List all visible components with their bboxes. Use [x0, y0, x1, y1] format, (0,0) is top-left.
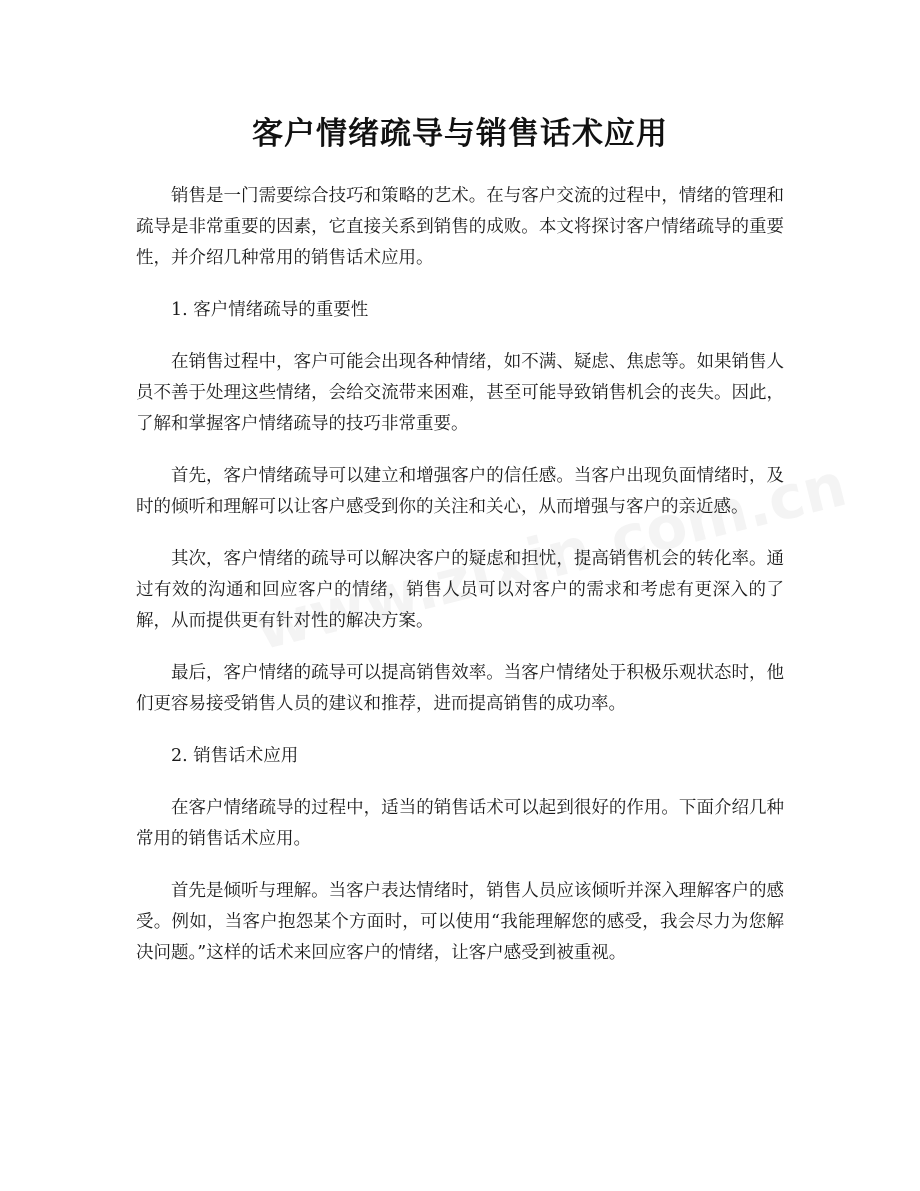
- paragraph: 最后，客户情绪的疏导可以提高销售效率。当客户情绪处于积极乐观状态时，他们更容易接受销售人员的建议和推荐，进而提高销售的成功率。: [136, 663, 784, 714]
- article-body: [136, 181, 784, 990]
- section-heading-1: 1. 客户情绪疏导的重要性: [171, 300, 369, 320]
- paragraph: 首先，客户情绪疏导可以建立和增强客户的信任感。当客户出现负面情绪时，及时的倾听和理解可以让客户感受到你的关注和关心，从而增强与客户的亲近感。: [136, 466, 784, 517]
- paragraph: 在客户情绪疏导的过程中，适当的销售话术可以起到很好的作用。下面介绍几种常用的销售话术应用。: [136, 798, 784, 849]
- page-title: 客户情绪疏导与销售话术应用: [252, 116, 668, 152]
- paragraph-intro: 销售是一门需要综合技巧和策略的艺术。在与客户交流的过程中，情绪的管理和疏导是非常重要的因素，它直接关系到销售的成败。本文将探讨客户情绪疏导的重要性，并介绍几种常用的销售话术应用。: [136, 186, 784, 268]
- paragraph: 其次，客户情绪的疏导可以解决客户的疑虑和担忧，提高销售机会的转化率。通过有效的沟通和回应客户的情绪，销售人员可以对客户的需求和考虑有更深入的了解，从而提供更有针对性的解决方案。: [136, 549, 784, 631]
- paragraph: 在销售过程中，客户可能会出现各种情绪，如不满、疑虑、焦虑等。如果销售人员不善于处理这些情绪，会给交流带来困难，甚至可能导致销售机会的丧失。因此，了解和掌握客户情绪疏导的技巧非常重要。: [136, 352, 784, 434]
- section-heading-2: 2. 销售话术应用: [171, 746, 299, 766]
- paragraph: 首先是倾听与理解。当客户表达情绪时，销售人员应该倾听并深入理解客户的感受。例如，当客户抱怨某个方面时，可以使用“我能理解您的感受，我会尽力为您解决问题。”这样的话术来回应客户的情绪，让客户感受到被重视。: [136, 881, 784, 963]
